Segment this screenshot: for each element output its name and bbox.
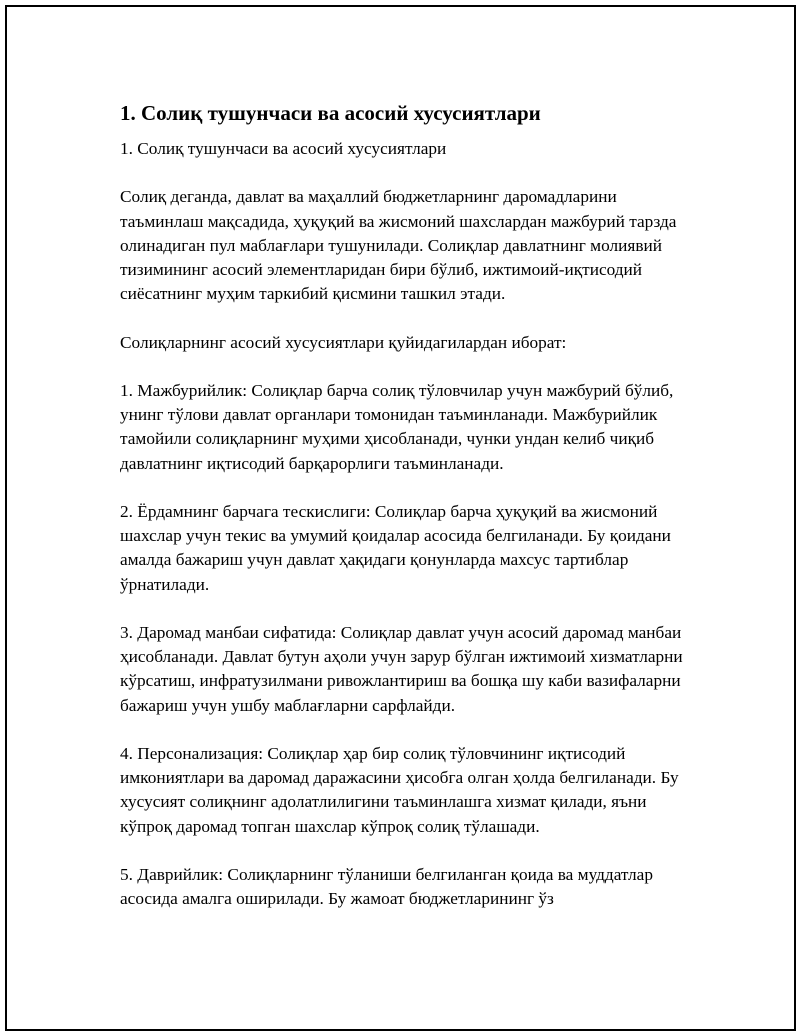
paragraph-definition: Солиқ деганда, давлат ва маҳаллий бюджетларнинг даромадларини таъминлаш мақсадида, ҳуқуқий ва жисмоний шахслардан мажбурий тарзда олинадиган пул маблағлари тушунилади. Солиқлар давлатнинг молиявий тизимининг асосий элементларидан бири бўлиб, ижтимоий-иқтисодий сиёсатнинг муҳим таркибий қисмини ташкил этади. — [120, 187, 677, 304]
document-title: 1. Солиқ тушунчаси ва асосий хусусиятлари — [120, 101, 541, 125]
paragraph-feature-3: 3. Даромад манбаи сифатида: Солиқлар давлат учун асосий даромад манбаи ҳисобланади. Давлат бутун аҳоли учун зарур бўлган ижтимоий хизматларни кўрсатиш, инфратузилмани ривожлантириш ва бошқа шу каби вазифаларни бажариш учун ушбу маблағларни сарфлайди. — [120, 622, 683, 715]
page-frame — [5, 5, 796, 1031]
paragraph-features-intro: Солиқларнинг асосий хусусиятлари қуйидагилардан иборат: — [120, 332, 567, 352]
paragraph-feature-1: 1. Мажбурийлик: Солиқлар барча солиқ тўловчилар учун мажбурий бўлиб, унинг тўлови давлат органлари томонидан таъминланади. Мажбурийлик тамойили солиқларнинг муҳими ҳисобланади, чунки ундан келиб чиқиб давлатнинг иқтисодий барқарорлиги таъминланади. — [120, 380, 674, 473]
document-body — [120, 99, 700, 936]
paragraph-feature-4: 4. Персонализация: Солиқлар ҳар бир солиқ тўловчининг иқтисодий имкониятлари ва даромад даражасини ҳисобга олган ҳолда белгиланади. Бу хусусият солиқнинг адолатлилигини таъминлашга хизмат қилади, яъни кўпроқ даромад топган шахслар кўпроқ солиқ тўлашади. — [120, 743, 679, 836]
paragraph-feature-5: 5. Даврийлик: Солиқларнинг тўланиши белгиланган қоида ва муддатлар асосида амалга оширилади. Бу жамоат бюджетларининг ўз — [120, 864, 653, 909]
paragraph-subtitle: 1. Солиқ тушунчаси ва асосий хусусиятлари — [120, 139, 447, 158]
paragraph-feature-2: 2. Ёрдамнинг барчага тескислиги: Солиқлар барча ҳуқуқий ва жисмоний шахслар учун текис ва умумий қоидалар асосида белгиланади. Бу қоидани амалда бажариш учун давлат ҳақидаги қонунларда махсус тартиблар ўрнатилади. — [120, 501, 671, 594]
